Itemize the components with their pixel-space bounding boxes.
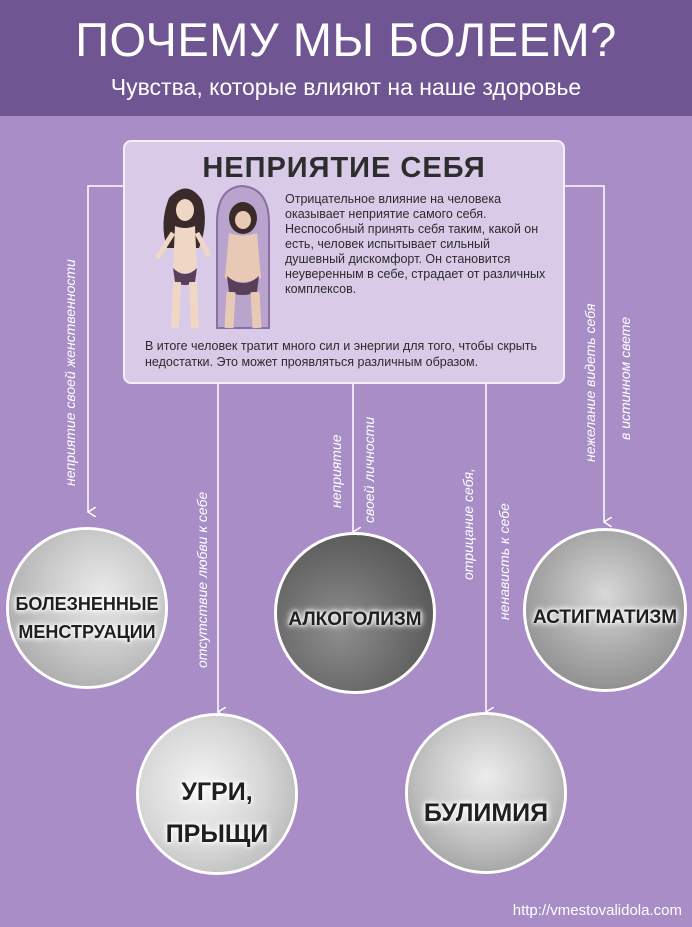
card-description: Отрицательное влияние на человека оказывает неприятие самого себя. Неспособный принять себя таким, какой он есть, человек испытывает сильный душевный дискомфорт. Он становится неуверенным в себе, страдает от различных комплексов. (285, 192, 546, 296)
label-femininity: неприятие своей женственности (62, 259, 78, 486)
outcome-astigmatism-label: АСТИГМАТИЗМ (532, 607, 678, 628)
page-subtitle: Чувства, которые влияют на наше здоровье (110, 74, 582, 100)
outcome-menstruation (6, 527, 168, 689)
card-conclusion: В итоге человек тратит много сил и энергии для того, чтобы скрыть недостатки. Это может проявляться различным образом. (145, 339, 538, 369)
card-title: НЕПРИЯТИЕ СЕБЯ (202, 152, 486, 184)
outcome-menstruation-label-2: МЕНСТРУАЦИИ (18, 622, 156, 642)
central-card (123, 140, 565, 384)
outcome-acne (136, 713, 298, 875)
label-personality-2: своей личности (361, 416, 377, 523)
outcome-astigmatism (523, 528, 687, 692)
source-url: http://vmestovalidola.com (512, 902, 682, 919)
page-title: ПОЧЕМУ МЫ БОЛЕЕМ? (75, 13, 617, 66)
label-denial-1: отрицание себя, (460, 468, 476, 580)
outcome-bulimia (405, 712, 567, 874)
outcome-acne-label-1: УГРИ, (181, 778, 253, 806)
label-self-love: отсутствие любви к себе (194, 491, 210, 668)
label-true-light-2: в истинном свете (617, 316, 633, 440)
outcome-alcoholism-label: АЛКОГОЛИЗМ (288, 609, 422, 630)
label-true-light-1: нежелание видеть себя (582, 303, 598, 462)
outcome-alcoholism (274, 532, 436, 694)
label-personality-1: неприятие (328, 434, 344, 508)
outcome-menstruation-label-1: БОЛЕЗНЕННЫЕ (15, 594, 159, 614)
outcome-acne-label-2: ПРЫЩИ (165, 820, 269, 848)
outcome-bulimia-label: БУЛИМИЯ (423, 799, 549, 827)
mirror-illustration (147, 178, 277, 338)
label-denial-2: ненависть к себе (496, 503, 512, 620)
line-femininity (88, 186, 123, 512)
